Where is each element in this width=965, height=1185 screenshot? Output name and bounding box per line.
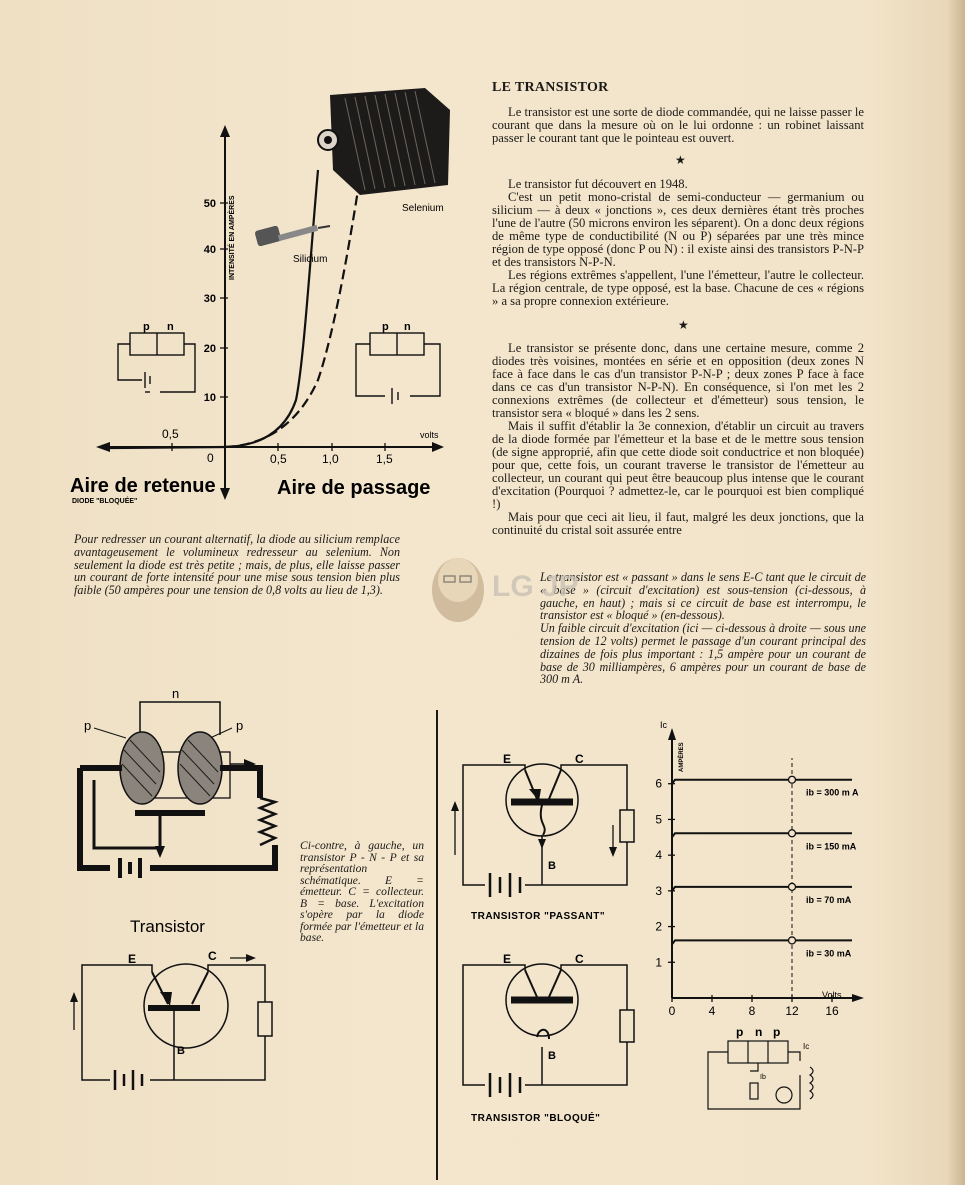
diode-ylabel: INTENSITÉ EN AMPÈRES [229,195,236,280]
diode-xtick-05: 0,5 [270,452,287,466]
diode-xtick-15: 1,5 [376,452,393,466]
ic-yaxis-symbol: Ic [660,720,668,730]
watermark-portrait-icon [432,558,484,622]
diode-xlabel: volts [420,430,439,440]
silicium-curve [110,170,318,448]
ic-series-label-3: ib = 30 mA [806,948,852,959]
ic-ytick-label-5: 6 [655,776,662,791]
inset-n: n [755,1025,763,1039]
article-title: LE TRANSISTOR [492,80,609,95]
pnp-n-label: n [172,686,180,701]
selenium-label: Selenium [402,203,444,214]
passant-circuit [451,764,634,897]
ic-ylabel: AMPÈRES [679,742,685,772]
inset-right-n: n [404,321,411,333]
ic-series-label-1: ib = 150 mA [806,841,857,852]
ic-series-line-1 [672,833,852,837]
inset-right-p: p [382,321,389,333]
diode-xtick-10: 1,0 [322,452,339,466]
inset-ic: Ic [803,1042,810,1051]
pnp-p-left-region [120,732,164,804]
ic-ytick-label-0: 1 [655,955,662,970]
separator-star-2: ★ [678,318,689,332]
passing-diode-inset [356,333,440,404]
ic-ytick-label-4: 5 [655,812,662,827]
inset-left-p: p [143,321,150,333]
ic-series-line-2 [672,887,852,891]
silicium-label: Silicium [293,254,328,265]
passant-caption-text-1: Le transistor est « passant » dans le sens E-C tant que le circuit de « base » (circuit d'excitation) est sous-tension (ci-dessous, à gauche, en haut) ; mais si ce circuit de base est interrompu, le transistor est « bloqué » (en-dessous). [540,570,866,623]
ic-xtick-label-0: 0 [668,1004,676,1018]
ic-series-line-0 [672,780,852,784]
bloque-label: TRANSISTOR "BLOQUÉ" [471,1113,601,1124]
pnp-p-left-label: p [84,718,92,733]
passant-E-label: E [503,752,512,766]
inset-p2: p [773,1025,781,1039]
ic-series-marker-1 [789,830,796,837]
diode-ytick-50: 50 [203,198,216,210]
ic-inset-circuit [700,1025,840,1115]
ic-series-line-3 [672,940,852,944]
ic-series-label-0: ib = 300 m A [806,787,859,798]
zone-passage-label: Aire de passage [277,477,431,499]
diode-ytick-30: 30 [203,293,216,305]
diode-chart [0,0,470,520]
ic-xlabel: Volts [822,990,842,1000]
paragraph-third-connection: Mais il suffit d'établir la 3e connexion, d'établir un circuit au travers de la diode formée par l'émetteur et la base et de le mettre sous tension (de signe approprié, afin que cette diode soit conductrice et non bloquée) pour que, cette fois, un courant traverse le transistor de l'émetteur au collecteur, un courant qui peut être beaucoup plus intense que le courant d'excitation (Pourquoi ? admettez-le, car le pourquoi est bien compliqué !) [492,419,864,511]
diode-caption-text: Pour redresser un courant alternatif, la diode au silicium remplace avantageusement le volumineux redresseur au selenium. Non seulement la diode est très petite ; mais, de plus, elle laisse passer un courant de forte intensité pour une mise sous tension bien plus faible (50 ampères pour une tension de 0,8 volts au lieu de 1,3). [74,532,400,598]
pnp-base-plate [135,810,205,816]
paragraph-monocrystal: C'est un petit mono-cristal de semi-conducteur — germanium ou silicium — à deux « jonctions », ces deux dernières étant très proches l'une de l'autre (50 microns environ les séparent). On a donc deux régions de même type de conductibilité (N ou P) séparées par une très mince région de type opposé (donc P ou N) : il existe ainsi des transistors P-N-P et des transistors N-P-N. [492,190,864,269]
diode-neg-tick: 0,5 [162,427,179,441]
ic-series-marker-0 [789,776,796,783]
pnp-transistor-title: Transistor [130,917,205,936]
ic-xtick-label-3: 12 [785,1004,799,1018]
diode-x-arrow-left [96,442,110,452]
pnp-p-right-region [178,732,222,804]
paragraph-continuity: Mais pour que ceci ait lieu, il faut, malgré les deux jonctions, que la continuité du cristal soit assurée entre [492,510,864,537]
bloque-circuit [463,964,634,1097]
diode-ytick-20: 20 [203,343,216,355]
paragraph-discovery: Le transistor fut découvert en 1948. [508,177,688,191]
bloque-B-label: B [548,1050,556,1062]
zone-retenue-sublabel: DIODE "BLOQUÉE" [72,498,138,505]
diode-x-arrow-right [432,442,444,452]
ic-series-marker-2 [789,883,796,890]
pnp-p-right-label: p [236,718,244,733]
pnp-E-label: E [128,952,137,966]
selenium-rectifier-icon [318,88,450,195]
ic-ytick-label-3: 4 [655,848,662,863]
ic-series-marker-3 [789,937,796,944]
diode-ytick-10: 10 [203,392,216,404]
passant-label: TRANSISTOR "PASSANT" [471,911,606,922]
silicium-diode-icon [254,225,330,247]
ic-ytick-label-2: 3 [655,883,662,898]
ic-xtick-label-2: 8 [748,1004,756,1018]
pnp-B-label: B [177,1045,185,1057]
paragraph-two-diodes: Le transistor se présente donc, dans une certaine mesure, comme 2 diodes très voisines, montées en série et en opposition (deux zones N face à face dans le cas d'un transistor P-N-P ; deux zones P face à face dans ce cas d'un transistor N-P-N). En conséquence, si l'on met les 2 connexions extrêmes (de collecteur et d'émetteur) sous tension, le transistor sera « bloqué » dans les 2 sens. [492,341,864,420]
passant-C-label: C [575,752,584,766]
diode-ytick-40: 40 [203,244,216,256]
pnp-caption-text: Ci-contre, à gauche, un transistor P - N - P et sa représentation schématique. E = émetteur. C = collecteur. B = base. L'excitation s'opère par la diode formée par l'émetteur et la base. [300,839,424,944]
ic-chart [650,720,860,1020]
diode-y-arrow [220,125,230,137]
ic-series-label-2: ib = 70 mA [806,894,852,905]
paragraph-regions: Les régions extrêmes s'appellent, l'une l'émetteur, l'autre le collecteur. La région centrale, de type opposé, est la base. Chacune de ces « régions » a sa propre connexion extérieure. [492,268,864,308]
zone-retenue-label: Aire de retenue [70,475,216,497]
ic-xtick-label-1: 4 [708,1004,716,1018]
transistor-circuits [445,745,645,1145]
inset-ib: Ib [760,1074,766,1081]
ic-ytick-label-1: 2 [655,919,662,934]
inset-left-n: n [167,321,174,333]
bloque-C-label: C [575,952,584,966]
column-divider [436,710,438,1180]
ic-y-arrow [668,728,676,740]
watermark-text: LG JP [492,570,579,603]
diode-origin: 0 [207,451,214,465]
pnp-C-label: C [208,949,217,963]
ic-xtick-label-4: 16 [825,1004,839,1018]
diode-y-arrow-down [220,488,230,500]
bloque-E-label: E [503,952,512,966]
inset-p1: p [736,1025,744,1039]
passant-caption-text-2: Un faible circuit d'excitation (ici — ci-dessous à droite — sous une tension de 12 volts) permet le passage d'un courant principal des dizaines de fois plus important : 1,5 ampère pour un courant de base de 30 milliampères, 6 ampères pour un courant de base de 300 m A. [540,621,866,687]
pnp-diagram [60,680,360,1110]
intro-paragraph: Le transistor est une sorte de diode commandée, qui ne laisse passer le courant que dans la mesure où on le lui ordonne : un robinet laissant passer le courant tant que le pointeau est ouvert. [492,105,864,145]
passant-B-label: B [548,860,556,872]
blocked-diode-inset [118,333,195,392]
separator-star: ★ [675,153,686,167]
